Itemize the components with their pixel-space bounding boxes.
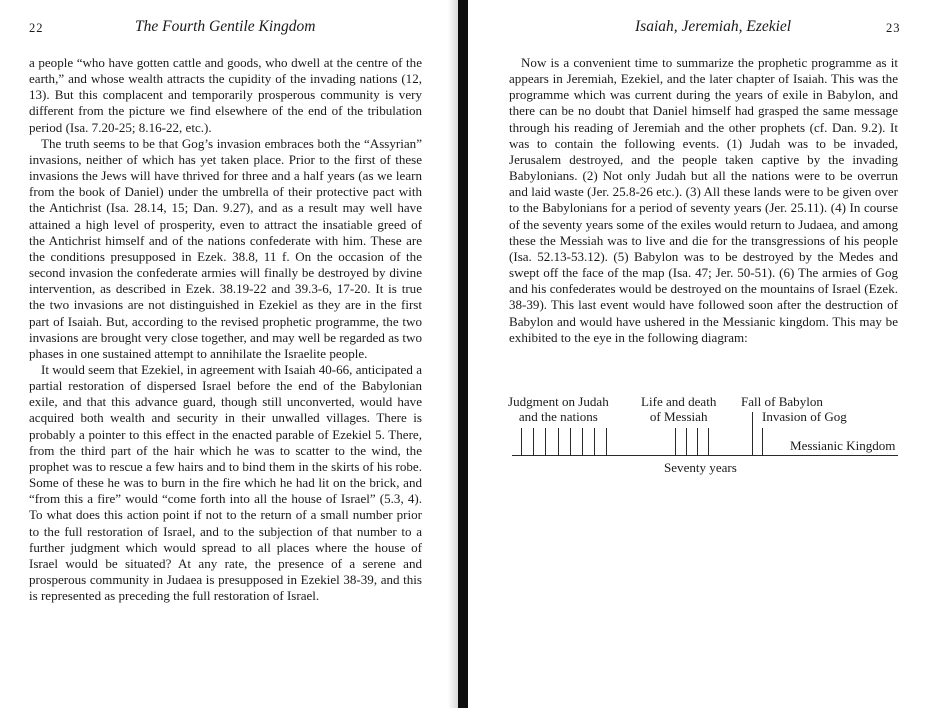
timeline-tick [533,428,534,455]
right-page [468,0,928,708]
paragraph: Now is a convenient time to summarize the prophetic programme as it appears in Jeremiah, Ezekiel, and the later chapter of Isaiah. This was the programme which was current during the years of exile in Babylon, and there can be no doubt that Daniel himself had grasped the same message through his reading of Jeremiah and the other prophets (cf. Dan. 9.2). It was to contain the following events. (1) Judah was to be invaded, Jerusalem destroyed, and the people taken captive by the invading Babylonians. (2) Not only Judah but all the nations were to be overrun and laid waste (Jer. 25.8-26 etc.). (3) All these lands were to be given over to the Babylonians for a period of seventy years (Jer. 25.11). (4) In course of the seventy years some of the exiles would return to Judaea, and among these the Messiah was to live and die for the transgressions of his people (Isa. 52.13-53.12). (5) Babylon was to be destroyed by the Medes and swept off the face of the map (Isa. 47; Jer. 50-51). (6) The armies of Gog and his confederates would be destroyed on the mountains of Israel (Ezek. 38-39). This last event would have followed soon after the destruction of Babylon and would have ushered in the Messianic kingdom. This may be exhibited to the eye in the following diagram: [509,55,898,345]
timeline-tick [697,428,698,455]
body-text [509,55,898,346]
timeline-tick [582,428,583,455]
diagram-label-line: and the nations [518,409,598,424]
timeline-tick [606,428,607,455]
timeline-tick [570,428,571,455]
timeline-tick [558,428,559,455]
left-page [0,0,458,708]
diagram-label-gog: Invasion of Gog [762,409,847,424]
paragraph: a people “who have gotten cattle and goods, who dwell at the centre of the earth,” and whose wealth attracts the cupidity of the invading nations (12, 13). But this complacent and temporarily prosperous community is very different from the picture we find elsewhere of the end of the tribulation period (Isa. 7.20-25; 8.16-22, etc.). [29,55,422,135]
diagram-label-line: Life and death [641,394,717,409]
paragraph: It would seem that Ezekiel, in agreement with Isaiah 40-66, anticipated a partial restoration of dispersed Israel before the end of the Babylonian exile, and that this advance guard, though still unconverted, would have acquired both wealth and security in their unwalled villages. There is probably a pointer to this effect in the enacted parable of Ezekiel 5. There, from the third part of the hair which he was to scatter to the wind, the prophet was to rescue a few hairs and to bind them in the skirts of his robe. Some of these he was to burn in the fire which he had lit on the brick, and “from this a fire” would “come forth into all the house of Israel” (5.3, 4). To what does this action point if not to the return of a small number prior to the full restoration of Israel, and to the subjection of that number to a further judgment which would spread to all places where the house of Israel would be situated? At any rate, the presence of a serene and prosperous community in Judaea is presupposed in Ezekiel 38-39, and this is represented as preceding the full restoration of Israel. [29,361,422,604]
running-head: Isaiah, Jeremiah, Ezekiel [635,18,792,35]
book-gutter [458,0,468,708]
page-number: 23 [886,21,901,35]
timeline-tick [594,428,595,455]
timeline-tick-babylon [752,412,753,455]
timeline-tick [545,428,546,455]
diagram-label-line: Judgment on Judah [508,394,609,409]
diagram-label-messiah [641,394,716,424]
timeline-tick [686,428,687,455]
timeline-baseline [512,455,898,456]
diagram-label-line: of Messiah [649,409,708,424]
page-number: 22 [29,21,44,35]
diagram-label-kingdom: Messianic Kingdom [790,438,896,453]
diagram-label-seventy: Seventy years [664,460,737,475]
running-head: The Fourth Gentile Kingdom [135,18,316,35]
diagram-label-babylon: Fall of Babylon [741,394,823,409]
body-text [29,55,422,604]
diagram-label-judgment [508,394,609,424]
timeline-diagram [508,390,900,480]
timeline-tick-gog [762,428,763,455]
paragraph: The truth seems to be that Gog’s invasion embraces both the “Assyrian” invasions, neither of which has yet taken place. Prior to the first of these invasions the Jews will have thrived for three and a half years (as we learn from the book of Daniel) under the umbrella of their protective pact with the Antichrist (Isa. 28.14, 15; Dan. 9.27), and as a result may well have attained a high level of prosperity, even to attract the insatiable greed of the Antichrist himself and of the nations confederate with him. These are the conditions presupposed in Ezek. 38.8, 11 f. On the occasion of the second invasion the confederate armies will finally be destroyed by divine intervention, as described in Ezek. 38.19-22 and 39.3-6, 17-20. It is true the two invasions are not distinguished in Ezekiel as they are in the first part of Isaiah. But, according to the revised prophetic programme, the two invasions are brought very close together, and may well be regarded as two phases in one sustained attempt to annihilate the Israelite people. [29,135,422,361]
timeline-tick [708,428,709,455]
timeline-tick [675,428,676,455]
timeline-tick [521,428,522,455]
